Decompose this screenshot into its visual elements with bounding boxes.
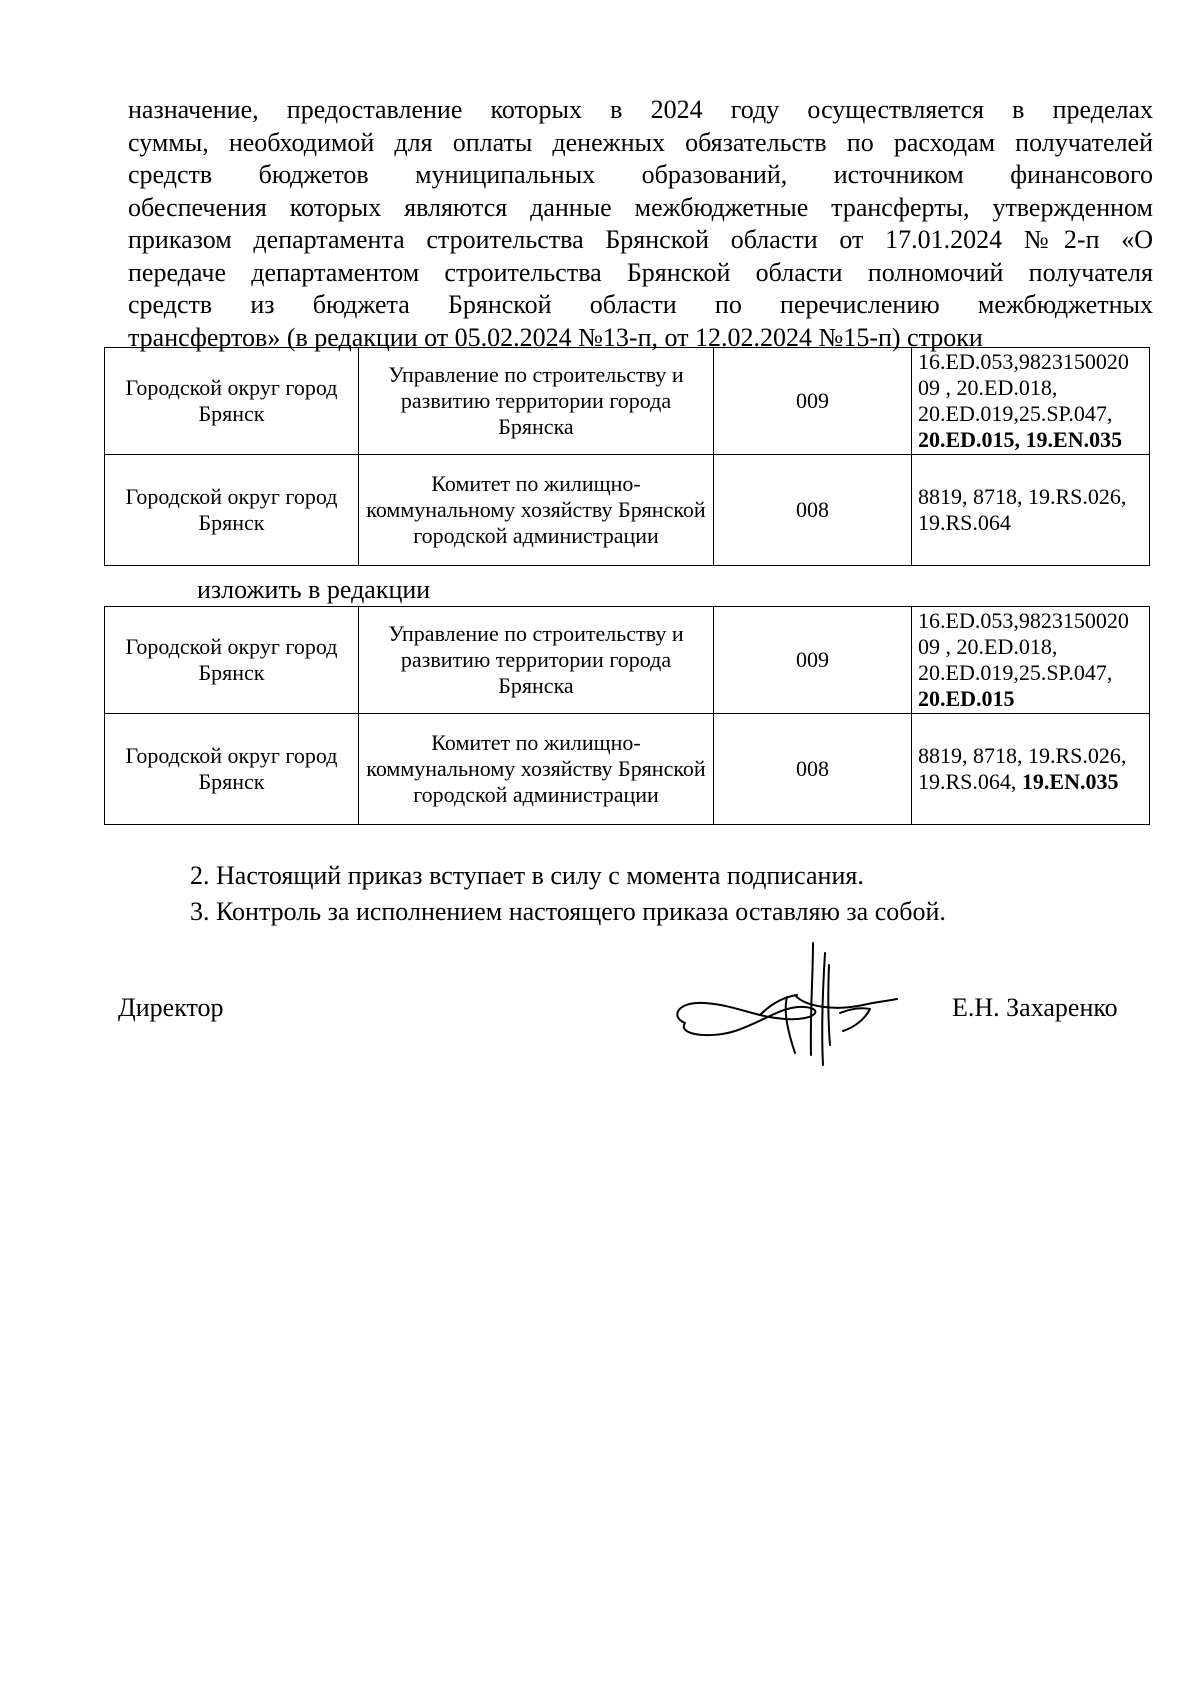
izlozhit-text: изложить в редакции (197, 575, 431, 604)
municipality-cell: Городской округ город Брянск (105, 714, 359, 825)
order-items (190, 858, 946, 930)
municipality-cell: Городской округ город Брянск (105, 455, 359, 566)
code-cell: 009 (714, 348, 912, 455)
intro-line: передаче департаментом строительства Брянской области полномочий получателя (128, 257, 1153, 287)
targets-text: 8819, 8718, 19.RS.026, 19.RS.064 (918, 484, 1127, 535)
intro-line: назначение, предоставление которых в 2024 году осуществляется в пределах (128, 95, 1153, 124)
targets-text: 16.ED.053,9823150020 09 , 20.ED.018, 20.ED.019,25.SP.047, (918, 608, 1129, 685)
municipality-cell: Городской округ город Брянск (105, 348, 359, 455)
table-row (105, 714, 1150, 825)
recipient-cell: Управление по строительству и развитию территории города Брянска (359, 348, 714, 455)
order-item: 3. Контроль за исполнением настоящего приказа оставляю за собой. (190, 897, 946, 926)
code-cell: 008 (714, 455, 912, 566)
municipality-cell: Городской округ город Брянск (105, 607, 359, 714)
code-cell: 009 (714, 607, 912, 714)
intro-paragraph (128, 94, 1153, 354)
old-rows-table (104, 347, 1150, 566)
targets-text: 16.ED.053,9823150020 09 , 20.ED.018, 20.ED.019,25.SP.047, (918, 349, 1129, 426)
table-row (105, 455, 1150, 566)
recipient-cell: Комитет по жилищно-коммунальному хозяйству Брянской городской администрации (359, 714, 714, 825)
handwritten-signature (665, 935, 915, 1070)
targets-cell (912, 348, 1150, 455)
targets-bold-text: 19.EN.035 (1021, 769, 1119, 794)
targets-text: 8819, 8718, 19.RS.026, 19.RS.064, (918, 743, 1127, 794)
intro-line: суммы, необходимой для оплаты денежных обязательств по расходам получателей (128, 127, 1153, 157)
targets-cell (912, 455, 1150, 566)
targets-bold-text: 20.ED.015, 19.EN.035 (918, 427, 1123, 452)
intro-line: средств из бюджета Брянской области по перечислению межбюджетных (128, 290, 1153, 319)
code-cell: 008 (714, 714, 912, 825)
intro-line: трансфертов» (в редакции от 05.02.2024 №13-п, от 12.02.2024 №15-п) строки (128, 322, 983, 352)
targets-bold-text: 20.ED.015 (918, 686, 1015, 711)
recipient-cell: Комитет по жилищно-коммунальному хозяйству Брянской городской администрации (359, 455, 714, 566)
table-row (105, 607, 1150, 714)
table-row (105, 348, 1150, 455)
intro-line: средств бюджетов муниципальных образований, источником финансового (128, 160, 1153, 189)
intro-line: обеспечения которых являются данные межбюджетные трансферты, утвержденном (128, 192, 1153, 222)
targets-cell (912, 607, 1150, 714)
signer-name: Е.Н. Захаренко (952, 993, 1118, 1022)
signer-position: Директор (118, 993, 224, 1022)
recipient-cell: Управление по строительству и развитию территории города Брянска (359, 607, 714, 714)
new-rows-table (104, 606, 1150, 825)
intro-line: приказом департамента строительства Брянской области от 17.01.2024 №2-п «О (128, 225, 1153, 254)
order-item: 2. Настоящий приказ вступает в силу с момента подписания. (190, 861, 864, 890)
targets-cell (912, 714, 1150, 825)
